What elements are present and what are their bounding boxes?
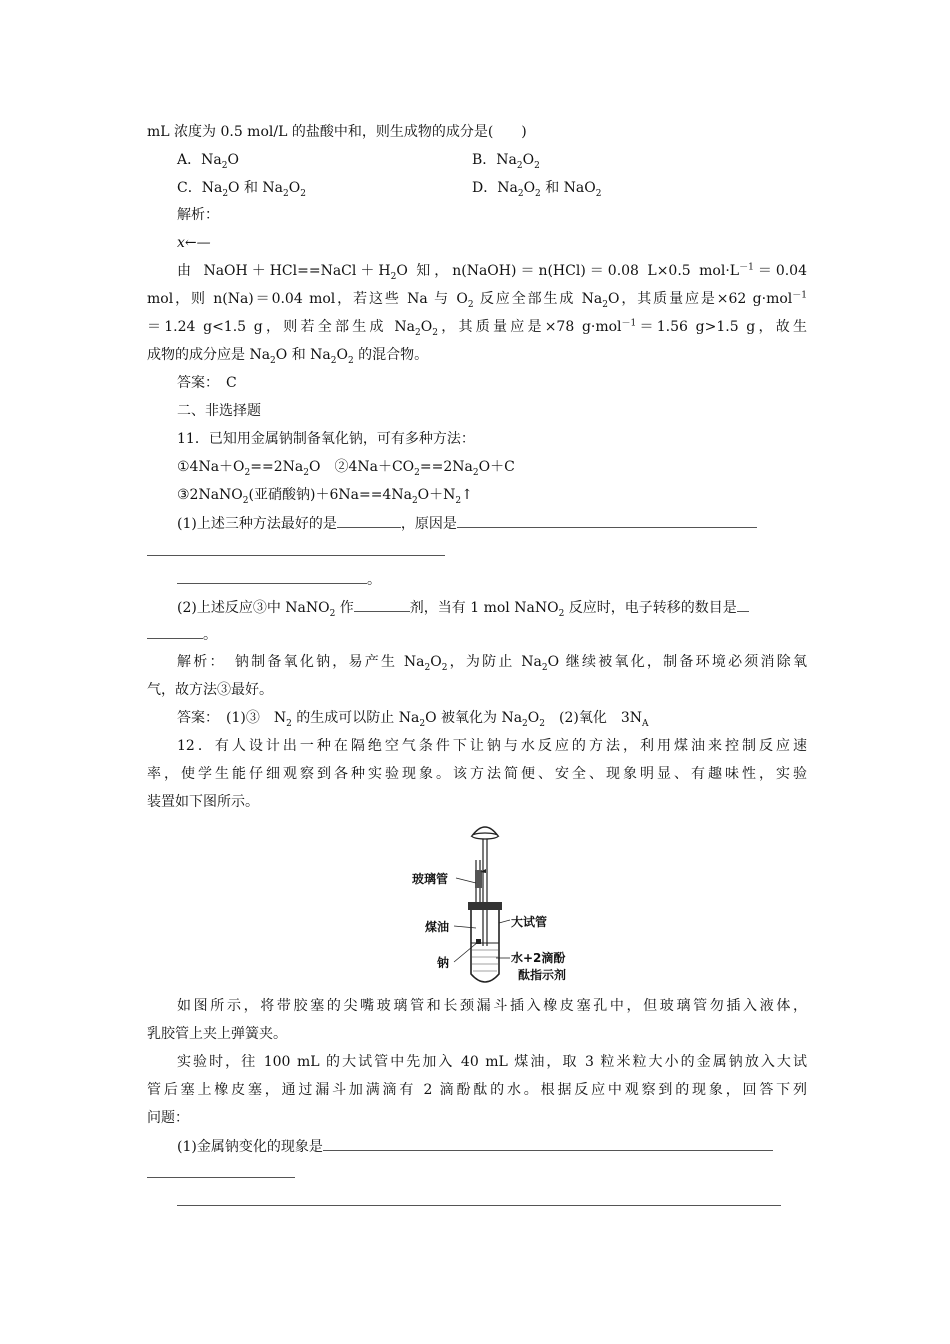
label-glass-tube: 玻璃管 (412, 872, 449, 886)
q12-para2-2: 管后塞上橡皮塞，通过漏斗加满滴有 2 滴酚酞的水。根据反应中观察到的现象，回答下列 (147, 1082, 807, 1098)
q10-explanation-3: ＝1.24 g<1.5 g，则若全部生成 $Na_2O_2$，其质量应是×78 g·mol$^{-1}$＝1.56 g>1.5 g，故生 (147, 318, 808, 338)
q10-analysis-label: 解析： (177, 207, 219, 223)
apparatus-figure (410, 818, 590, 988)
label-sodium: 钠 (437, 956, 450, 970)
q12-stem-2: 率，使学生能仔细观察到各种实验现象。该方法简便、安全、现象明显、有趣味性，实验 (147, 766, 807, 782)
q12-para1-2: 乳胶管上夹上弹簧夹。 (147, 1026, 287, 1042)
rubber-tube (475, 870, 482, 888)
answer-blank[interactable] (457, 513, 757, 528)
q11-analysis-2: 气，故方法③最好。 (147, 682, 273, 698)
q10-x-line: x←— (177, 235, 211, 251)
answer-line[interactable] (147, 555, 445, 556)
q11-method-3: ③2NaNO$_2$(亚硝酸钠)$+6Na==4Na_2O+N_2↑$ (177, 487, 473, 506)
q11-part1-continued: 。 (177, 569, 381, 590)
rubber-stopper (468, 902, 502, 910)
label-water-2: 酞指示剂 (518, 968, 567, 982)
q12-para2-3: 问题： (147, 1110, 189, 1126)
q10-explanation-1: 由 $NaOH+HCl==NaCl+H_2O$ 知，n(NaOH)＝n(HCl)＝0.08 L×0.5 $mol\cdot L^{-1}=0.04$ (177, 262, 807, 282)
q11-part2-continued: 。 (147, 624, 217, 645)
answer-blank[interactable] (337, 513, 401, 528)
q10-option-d: D．$Na_2O_2$ 和 NaO$_2$ (472, 180, 602, 199)
q10-explanation-2: mol，则 n(Na)＝0.04 mol，若这些 Na 与 $O_2$ 反应全部生成 $Na_2O$，其质量应是×62 g·mol$^{-1}$ (147, 290, 807, 310)
q12-stem-1: 12．有人设计出一种在隔绝空气条件下让钠与水反应的方法，利用煤油来控制反应速 (177, 738, 807, 754)
q11-method-1-2: $①4Na+O_2==2Na_2O$ $②4Na+CO_2==2Na_2O+C$ (177, 459, 515, 478)
q12-part1: (1)金属钠变化的现象是 (177, 1136, 773, 1157)
q11-part2: (2)上述反应③中 NaNO$_2$ 作 剂，当有 1 mol NaNO$_2$ 反应时，电子转移的数目是 (177, 597, 749, 618)
answer-blank[interactable] (147, 624, 203, 639)
answer-blank[interactable] (177, 569, 367, 584)
q12-para2-1: 实验时，往 100 mL 的大试管中先加入 40 mL 煤油，取 3 粒米粒大小的金属钠放入大试 (177, 1054, 807, 1070)
answer-line[interactable] (177, 1205, 781, 1206)
q10-stem-tail: mL 浓度为 0.5 mol/L 的盐酸中和，则生成物的成分是( ) (147, 124, 527, 140)
q10-option-a: A．$Na_2O$ (177, 152, 239, 171)
answer-blank[interactable] (737, 597, 749, 612)
q10-explanation-4: 成物的成分应是 $Na_2O$ 和 $Na_2O_2$ 的混合物。 (147, 347, 429, 366)
q10-option-b: B．$Na_2O_2$ (472, 152, 540, 171)
q12-stem-3: 装置如下图所示。 (147, 794, 259, 810)
q12-para1-1: 如图所示，将带胶塞的尖嘴玻璃管和长颈漏斗插入橡皮塞孔中，但玻璃管勿插入液体， (177, 998, 807, 1014)
q10-option-c: C．$Na_2O$ 和 $Na_2O_2$ (177, 180, 306, 199)
q11-part1: (1)上述三种方法最好的是 ，原因是 (177, 513, 757, 534)
answer-line[interactable] (147, 1177, 295, 1178)
answer-blank[interactable] (323, 1136, 773, 1151)
q11-answer: 答案： (1)③ $N_2$ 的生成可以防止 $Na_2O$ 被氧化为 $Na_2O_2$ (2)氧化 $3N_A$ (177, 710, 649, 729)
answer-blank[interactable] (354, 597, 410, 612)
label-kerosene: 煤油 (425, 920, 450, 934)
q11-stem: 11．已知用金属钠制备氧化钠，可有多种方法： (177, 431, 475, 447)
q10-answer: 答案： C (177, 375, 237, 391)
label-big-test-tube: 大试管 (511, 915, 548, 929)
label-water-1: 水+2滴酚 (511, 951, 566, 965)
section-heading: 二、非选择题 (177, 403, 261, 419)
q11-analysis-1: 解析： 钠制备氧化钠，易产生 $Na_2O_2$，为防止 $Na_2O$ 继续被氧化，制备环境必须消除氧 (177, 654, 808, 673)
